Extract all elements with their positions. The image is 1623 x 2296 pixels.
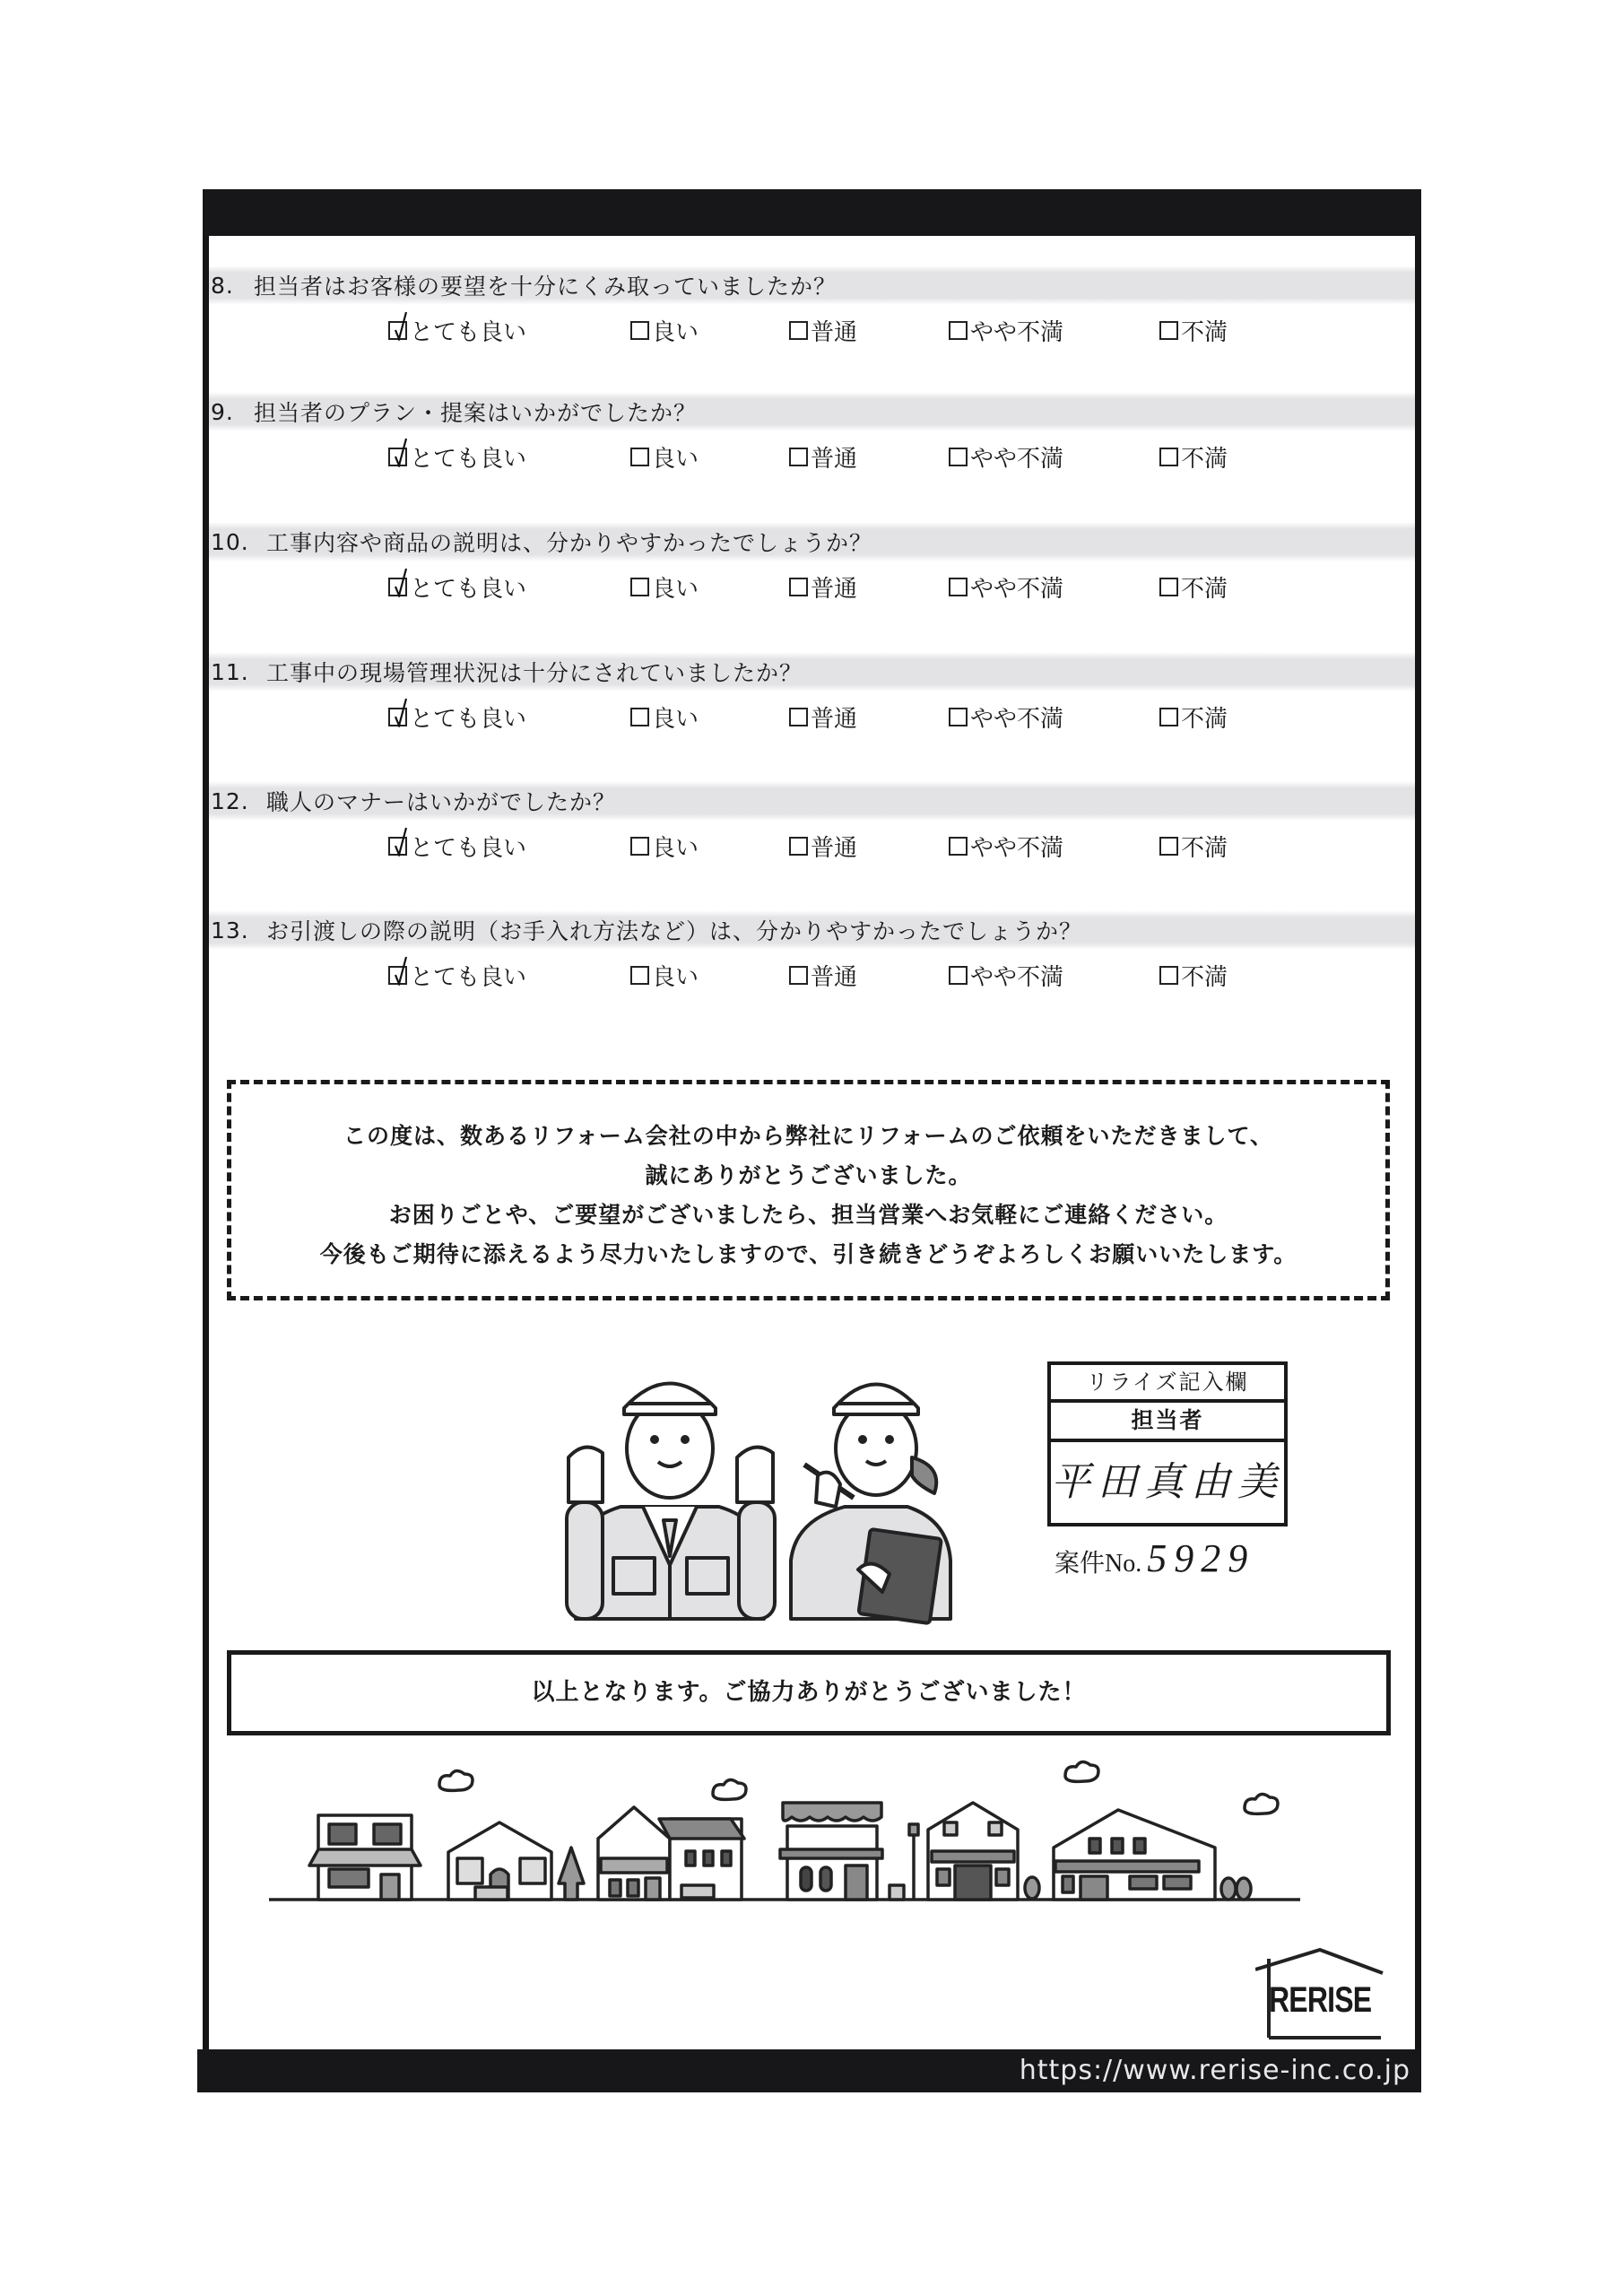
option-average[interactable]: 普通 — [789, 440, 857, 474]
checkbox[interactable] — [1159, 837, 1178, 856]
question-number: 8. — [211, 272, 234, 299]
question-12 — [209, 781, 1415, 874]
question-text: 担当者はお客様の要望を十分にくみ取っていましたか？ — [254, 274, 838, 300]
checkbox[interactable] — [789, 578, 808, 596]
checkbox[interactable] — [789, 837, 808, 856]
question-number: 10. — [211, 528, 249, 555]
checkbox-checked[interactable] — [388, 578, 407, 596]
street-houses-illustration-icon — [265, 1758, 1305, 1910]
question-11 — [209, 652, 1415, 745]
question-13 — [209, 910, 1415, 1004]
checkbox[interactable] — [1159, 321, 1178, 340]
case-number — [1055, 1535, 1254, 1581]
staff-name-field[interactable]: 平田真由美 — [1051, 1459, 1284, 1505]
company-logo-text: RERISE — [1269, 1980, 1372, 2020]
question-text: 職人のマナーはいかがでしたか？ — [266, 789, 617, 815]
option-good[interactable]: 良い — [630, 830, 699, 863]
question-heading — [209, 392, 1415, 431]
answer-options — [209, 691, 1415, 745]
staff-label: 担当者 — [1051, 1403, 1284, 1442]
option-somewhat-dissatisfied[interactable]: やや不満 — [949, 959, 1063, 992]
checkbox-checked[interactable] — [388, 837, 407, 856]
option-average[interactable]: 普通 — [789, 830, 857, 863]
checkbox[interactable] — [789, 966, 808, 985]
question-10 — [209, 522, 1415, 615]
checkbox[interactable] — [949, 578, 968, 596]
question-text: 工事中の現場管理状況は十分にされていましたか？ — [266, 660, 803, 686]
checkbox-checked[interactable] — [388, 448, 407, 466]
option-very-good[interactable]: とても良い — [388, 700, 526, 734]
closing-message: 以上となります。ご協力ありがとうございました！ — [531, 1679, 1087, 1706]
answer-options — [209, 561, 1415, 615]
question-text: 担当者のプラン・提案はいかがでしたか？ — [254, 400, 698, 426]
option-good[interactable]: 良い — [630, 959, 699, 992]
option-good[interactable]: 良い — [630, 700, 699, 734]
notice-line: 誠にありがとうございました。 — [645, 1162, 972, 1188]
question-number: 12. — [211, 787, 249, 814]
option-somewhat-dissatisfied[interactable]: やや不満 — [949, 314, 1063, 347]
option-dissatisfied[interactable]: 不満 — [1159, 959, 1228, 992]
workers-illustration-icon — [549, 1350, 961, 1628]
option-average[interactable]: 普通 — [789, 700, 857, 734]
option-dissatisfied[interactable]: 不満 — [1159, 570, 1228, 604]
option-very-good[interactable]: とても良い — [388, 570, 526, 604]
option-somewhat-dissatisfied[interactable]: やや不満 — [949, 440, 1063, 474]
notice-line: 今後もご期待に添えるよう尽力いたしますので、引き続きどうぞよろしくお願いいたします。 — [319, 1241, 1298, 1267]
staff-box-title: リライズ記入欄 — [1051, 1365, 1284, 1403]
answer-options — [209, 431, 1415, 485]
checkbox[interactable] — [630, 837, 649, 856]
header-bar — [203, 189, 1421, 236]
question-number: 13. — [211, 917, 249, 944]
checkbox[interactable] — [949, 708, 968, 726]
checkmark-icon — [394, 310, 408, 341]
checkbox[interactable] — [789, 708, 808, 726]
question-heading — [209, 652, 1415, 691]
question-heading — [209, 265, 1415, 305]
option-average[interactable]: 普通 — [789, 314, 857, 347]
option-somewhat-dissatisfied[interactable]: やや不満 — [949, 570, 1063, 604]
option-good[interactable]: 良い — [630, 570, 699, 604]
option-dissatisfied[interactable]: 不満 — [1159, 700, 1228, 734]
checkmark-icon — [394, 437, 408, 467]
question-9 — [209, 392, 1415, 485]
checkbox[interactable] — [1159, 578, 1178, 596]
checkbox[interactable] — [1159, 966, 1178, 985]
notice-line: お困りごとや、ご要望がございましたら、担当営業へお気軽にご連絡ください。 — [388, 1202, 1228, 1228]
checkbox[interactable] — [949, 966, 968, 985]
checkbox[interactable] — [630, 966, 649, 985]
checkbox[interactable] — [949, 448, 968, 466]
option-very-good[interactable]: とても良い — [388, 314, 526, 347]
option-average[interactable]: 普通 — [789, 959, 857, 992]
answer-options — [209, 821, 1415, 874]
checkbox[interactable] — [949, 321, 968, 340]
checkbox[interactable] — [630, 578, 649, 596]
checkbox[interactable] — [630, 321, 649, 340]
option-very-good[interactable]: とても良い — [388, 959, 526, 992]
checkbox[interactable] — [789, 321, 808, 340]
option-dissatisfied[interactable]: 不満 — [1159, 830, 1228, 863]
option-very-good[interactable]: とても良い — [388, 440, 526, 474]
question-text: 工事内容や商品の説明は、分かりやすかったでしょうか？ — [266, 530, 873, 556]
checkbox-checked[interactable] — [388, 966, 407, 985]
checkbox[interactable] — [949, 837, 968, 856]
company-url-link[interactable]: https://www.rerise-inc.co.jp — [1019, 2055, 1410, 2086]
question-heading — [209, 522, 1415, 561]
footer-bar — [197, 2049, 1421, 2092]
question-heading — [209, 910, 1415, 950]
checkbox[interactable] — [1159, 448, 1178, 466]
checkbox[interactable] — [1159, 708, 1178, 726]
closing-message-box — [227, 1650, 1391, 1735]
checkbox-checked[interactable] — [388, 708, 407, 726]
question-number: 9. — [211, 398, 234, 425]
question-text: お引渡しの際の説明（お手入れ方法など）は、分かりやすかったでしょうか？ — [266, 918, 1083, 944]
case-number-value[interactable]: 5929 — [1147, 1536, 1255, 1580]
staff-entry-box — [1047, 1361, 1288, 1526]
option-good[interactable]: 良い — [630, 314, 699, 347]
option-somewhat-dissatisfied[interactable]: やや不満 — [949, 700, 1063, 734]
checkmark-icon — [394, 826, 408, 857]
answer-options — [209, 950, 1415, 1004]
answer-options — [209, 305, 1415, 359]
checkmark-icon — [394, 955, 408, 986]
option-dissatisfied[interactable]: 不満 — [1159, 440, 1228, 474]
checkmark-icon — [394, 697, 408, 727]
question-8 — [209, 265, 1415, 359]
option-very-good[interactable]: とても良い — [388, 830, 526, 863]
checkbox[interactable] — [630, 708, 649, 726]
question-number: 11. — [211, 658, 249, 685]
checkbox[interactable] — [630, 448, 649, 466]
option-dissatisfied[interactable]: 不満 — [1159, 314, 1228, 347]
checkmark-icon — [394, 567, 408, 597]
option-good[interactable]: 良い — [630, 440, 699, 474]
notice-line: この度は、数あるリフォーム会社の中から弊社にリフォームのご依頼をいただきまして、 — [343, 1123, 1273, 1149]
option-somewhat-dissatisfied[interactable]: やや不満 — [949, 830, 1063, 863]
thank-you-notice — [227, 1080, 1390, 1300]
case-number-label: 案件No. — [1055, 1550, 1142, 1578]
question-heading — [209, 781, 1415, 821]
checkbox[interactable] — [789, 448, 808, 466]
option-average[interactable]: 普通 — [789, 570, 857, 604]
checkbox-checked[interactable] — [388, 321, 407, 340]
